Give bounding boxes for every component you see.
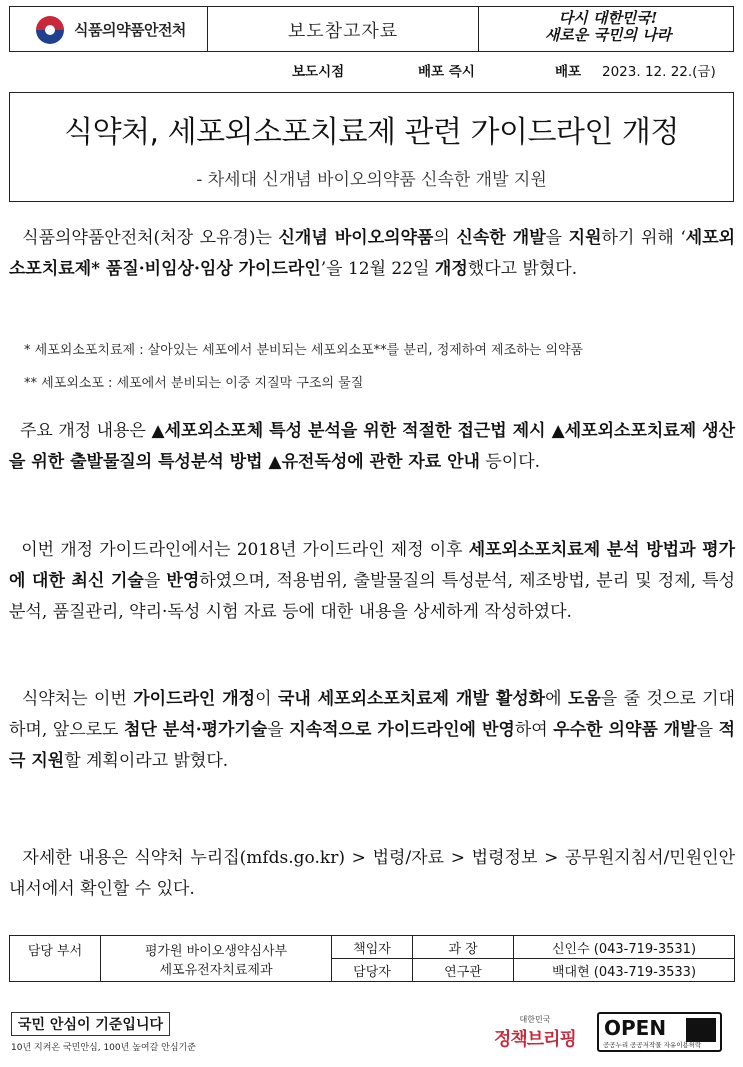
person-staff: 백대현 (043-719-3533): [514, 959, 735, 982]
paragraph-4: 식약처는 이번 가이드라인 개정이 국내 세포외소포치료제 개발 활성화에 도움을 줄 것으로 기대하며, 앞으로도 첨단 분석·평가기술을 지속적으로 가이드라인에 반영하여 우수한 의약품 개발을 적극 지원할 계획이라고 밝혔다.: [9, 689, 736, 771]
release-label: 보도시점: [292, 64, 345, 80]
paragraph-2: 주요 개정 내용은 ▲세포외소포체 특성 분석을 위한 적절한 접근법 제시 ▲세포외소포치료제 생산을 위한 출발물질의 특성분석 방법 ▲유전독성에 관한 자료 안내 등이다.: [9, 421, 735, 472]
agency-name: 식품의약품안전처: [74, 21, 186, 39]
policy-briefing-logo: 대한민국 정책브리핑: [494, 1015, 576, 1050]
campaign-logo: 국민 안심이 기준입니다 10년 지켜온 국민안심, 100년 높여갈 안심기준: [11, 1012, 196, 1053]
dept-label: 담당 부서: [10, 936, 101, 982]
paragraph-5: 자세한 내용은 식약처 누리집(mfds.go.kr) > 법령/자료 > 법령정보 > 공무원지침서/민원인안내서에서 확인할 수 있다.: [9, 848, 735, 899]
kogl-open-license-badge: OPEN 공공누리 공공저작물 자유이용허락: [597, 1012, 722, 1052]
title-staff: 연구관: [413, 959, 514, 982]
release-meta: [0, 60, 743, 80]
government-emblem-icon: [36, 16, 64, 44]
person-manager: 신인수 (043-719-3531): [514, 936, 735, 959]
release-date: 2023. 12. 22.(금): [602, 64, 716, 80]
footnote-1: * 세포외소포치료제 : 살아있는 세포에서 분비되는 세포외소포**를 분리, 정제하여 제조하는 의약품: [24, 343, 584, 358]
dept-name: 평가원 바이오생약심사부 세포유전자치료제과: [101, 936, 332, 982]
attribution-icon: [686, 1018, 716, 1042]
page-subtitle: - 차세대 신개념 바이오의약품 신속한 개발 지원: [196, 170, 547, 190]
role-manager: 책임자: [332, 936, 413, 959]
title-box: [9, 92, 734, 202]
header-bar: [9, 6, 734, 52]
page-title: 식약처, 세포외소포치료제 관련 가이드라인 개정: [64, 115, 679, 150]
release-value: 배포 즉시: [418, 64, 475, 80]
role-staff: 담당자: [332, 959, 413, 982]
slogan: 다시 대한민국! 새로운 국민의 나라: [544, 9, 672, 44]
footnote-2: ** 세포외소포 : 세포에서 분비되는 이중 지질막 구조의 물질: [24, 376, 364, 391]
paragraph-1: 식품의약품안전처(처장 오유경)는 신개념 바이오의약품의 신속한 개발을 지원하기 위해 ‘세포외소포치료제* 품질·비임상·임상 가이드라인’을 12월 22일 개정했다고 밝혔다.: [9, 228, 736, 279]
paragraph-3: 이번 개정 가이드라인에서는 2018년 가이드라인 제정 이후 세포외소포치료제 분석 방법과 평가에 대한 최신 기술을 반영하였으며, 적용범위, 출발물질의 특성분석, 제조방법, 분리 및 정제, 특성분석, 품질관리, 약리·독성 시험 자료 등에 대한 내용을 상세하게 작성하였다.: [9, 540, 735, 622]
title-manager: 과 장: [413, 936, 514, 959]
date-label: 배포: [555, 64, 582, 80]
contact-table: [9, 935, 735, 982]
document-type: 보도참고자료: [287, 21, 399, 42]
